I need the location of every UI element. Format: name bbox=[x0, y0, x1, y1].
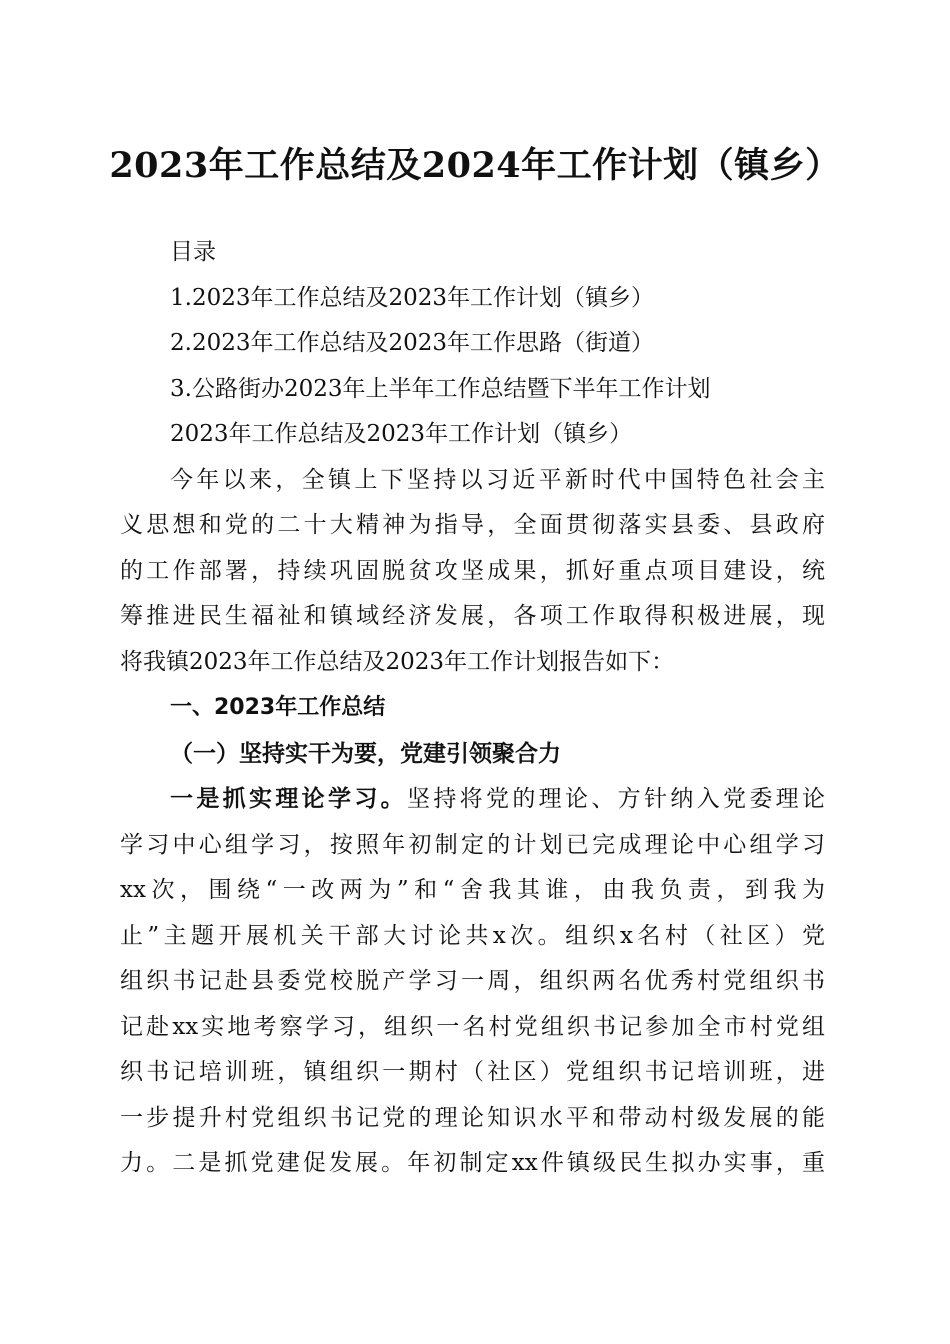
heading-level-2: （一）坚持实干为要，党建引领聚合力 bbox=[170, 739, 561, 767]
intro-line-5: 将我镇2023年工作总结及2023年工作计划报告如下： bbox=[120, 648, 675, 675]
para1-line-1 bbox=[120, 776, 825, 823]
toc-item-3: 3.公路街办2023年上半年工作总结暨下半年工作计划 bbox=[170, 375, 711, 402]
heading-level-1: 一、2023年工作总结 bbox=[170, 695, 386, 720]
para1-line-3: xx次，围绕“一改两为”和“舍我其谁，由我负责，到我为 bbox=[120, 877, 825, 903]
para1-lead: 一是抓实理论学习。 bbox=[170, 785, 407, 812]
para1-line-9: 力。二是抓党建促发展。年初制定xx件镇级民生拟办实事，重 bbox=[120, 1150, 825, 1176]
section-title: 2023年工作总结及2023年工作计划（镇乡） bbox=[170, 421, 633, 447]
para1-line-7: 织书记培训班，镇组织一期村（社区）党组织书记培训班，进 bbox=[120, 1059, 825, 1085]
toc-item-2: 2.2023年工作总结及2023年工作思路（街道） bbox=[170, 330, 655, 356]
para1-first-rest: 坚持将党的理论、方针纳入党委理论 bbox=[407, 786, 826, 812]
document-body bbox=[120, 230, 825, 1187]
intro-line-4: 筹推进民生福祉和镇域经济发展，各项工作取得积极进展，现 bbox=[120, 603, 825, 629]
document-title: 2023年工作总结及2024年工作计划（镇乡） bbox=[109, 145, 841, 186]
para1-line-6: 记赴xx实地考察学习，组织一名村党组织书记参加全市村党组 bbox=[120, 1013, 825, 1040]
intro-line-2: 义思想和党的二十大精神为指导，全面贯彻落实县委、县政府 bbox=[120, 512, 825, 538]
para1-line-4: 止”主题开展机关干部大讨论共x次。组织x名村（社区）党 bbox=[120, 922, 825, 949]
para1-line-5: 组织书记赴县委党校脱产学习一周，组织两名优秀村党组织书 bbox=[120, 968, 825, 994]
toc-item-1: 1.2023年工作总结及2023年工作计划（镇乡） bbox=[170, 284, 655, 311]
intro-line-3: 的工作部署，持续巩固脱贫攻坚成果，抓好重点项目建设，统 bbox=[120, 557, 825, 584]
para1-line-2: 学习中心组学习，按照年初制定的计划已完成理论中心组学习 bbox=[120, 831, 825, 858]
intro-line-1: 今年以来，全镇上下坚持以习近平新时代中国特色社会主 bbox=[170, 466, 825, 493]
toc-heading: 目录 bbox=[170, 239, 216, 265]
para1-line-8: 一步提升村党组织书记党的理论知识水平和带动村级发展的能 bbox=[120, 1104, 825, 1131]
